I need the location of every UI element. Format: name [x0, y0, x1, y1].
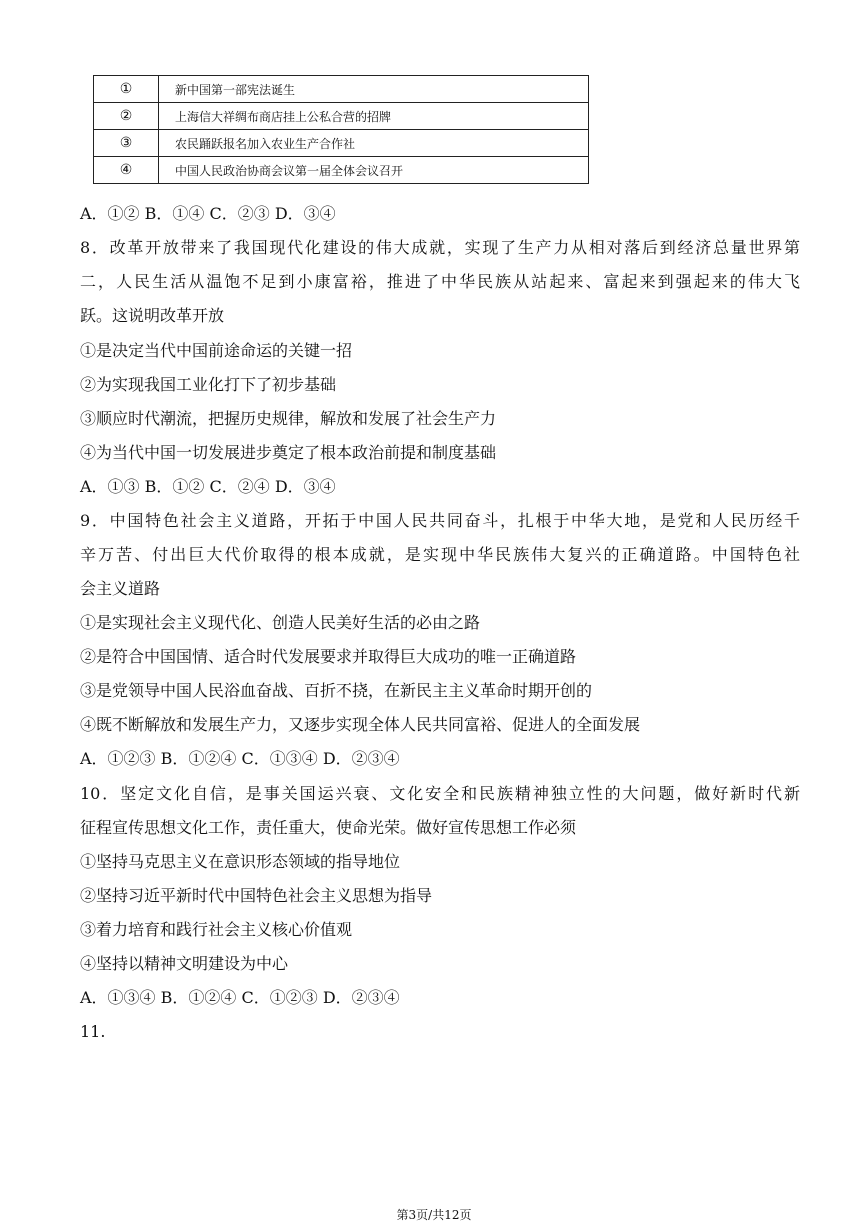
q9-item: ①是实现社会主义现代化、创造人民美好生活的必由之路 — [80, 613, 481, 632]
q10-options: A．①③④ B．①②④ C．①②③ D．②③④ — [80, 988, 400, 1007]
page-footer: 第3页/共12页 — [396, 1208, 472, 1222]
row-text: 新中国第一部宪法诞生 — [159, 76, 589, 103]
q9-item: ③是党领导中国人民浴血奋战、百折不挠，在新民主主义革命时期开创的 — [80, 681, 593, 700]
table-row — [94, 103, 589, 130]
q10-stem-line: 10．坚定文化自信，是事关国运兴衰、文化安全和民族精神独立性的大问题，做好新时代新 — [80, 784, 800, 803]
q8-item: ③顺应时代潮流，把握历史规律，解放和发展了社会生产力 — [80, 409, 497, 428]
q9-item: ④既不断解放和发展生产力，又逐步实现全体人民共同富裕、促进人的全面发展 — [80, 715, 641, 734]
q10-item: ④坚持以精神文明建设为中心 — [80, 954, 289, 973]
q8-item: ①是决定当代中国前途命运的关键一招 — [80, 341, 353, 360]
row-text: 上海信大祥绸布商店挂上公私合营的招牌 — [159, 103, 589, 130]
row-number: ② — [94, 103, 159, 130]
q10-item: ②坚持习近平新时代中国特色社会主义思想为指导 — [80, 886, 433, 905]
q8-item: ④为当代中国一切发展进步奠定了根本政治前提和制度基础 — [80, 443, 497, 462]
q10-stem-line: 征程宣传思想文化工作，责任重大，使命光荣。做好宣传思想工作必须 — [80, 818, 577, 837]
row-number: ④ — [94, 157, 159, 184]
q8-stem-line: 8．改革开放带来了我国现代化建设的伟大成就，实现了生产力从相对落后到经济总量世界第 — [80, 238, 800, 257]
table-row — [94, 157, 589, 184]
q9-options: A．①②③ B．①②④ C．①③④ D．②③④ — [80, 749, 400, 768]
q11-number: 11. — [80, 1022, 106, 1041]
row-text: 中国人民政治协商会议第一届全体会议召开 — [159, 157, 589, 184]
q8-stem-line: 跃。这说明改革开放 — [80, 306, 225, 325]
q9-stem-line: 9．中国特色社会主义道路，开拓于中国人民共同奋斗，扎根于中华大地，是党和人民历经千 — [80, 511, 800, 530]
q8-options: A．①③ B．①② C．②④ D．③④ — [80, 477, 336, 496]
q7-options: A．①② B．①④ C．②③ D．③④ — [80, 204, 336, 223]
q10-item: ③着力培育和践行社会主义核心价值观 — [80, 920, 353, 939]
q9-item: ②是符合中国国情、适合时代发展要求并取得巨大成功的唯一正确道路 — [80, 647, 577, 666]
row-text: 农民踊跃报名加入农业生产合作社 — [159, 130, 589, 157]
events-table — [93, 75, 589, 184]
q9-stem-line: 会主义道路 — [80, 579, 161, 598]
q9-stem-line: 辛万苦、付出巨大代价取得的根本成就，是实现中华民族伟大复兴的正确道路。中国特色社 — [80, 545, 800, 564]
table-row — [94, 76, 589, 103]
row-number: ① — [94, 76, 159, 103]
q8-item: ②为实现我国工业化打下了初步基础 — [80, 375, 337, 394]
row-number: ③ — [94, 130, 159, 157]
q10-item: ①坚持马克思主义在意识形态领域的指导地位 — [80, 852, 401, 871]
table-row — [94, 130, 589, 157]
q8-stem-line: 二，人民生活从温饱不足到小康富裕，推进了中华民族从站起来、富起来到强起来的伟大飞 — [80, 272, 800, 291]
